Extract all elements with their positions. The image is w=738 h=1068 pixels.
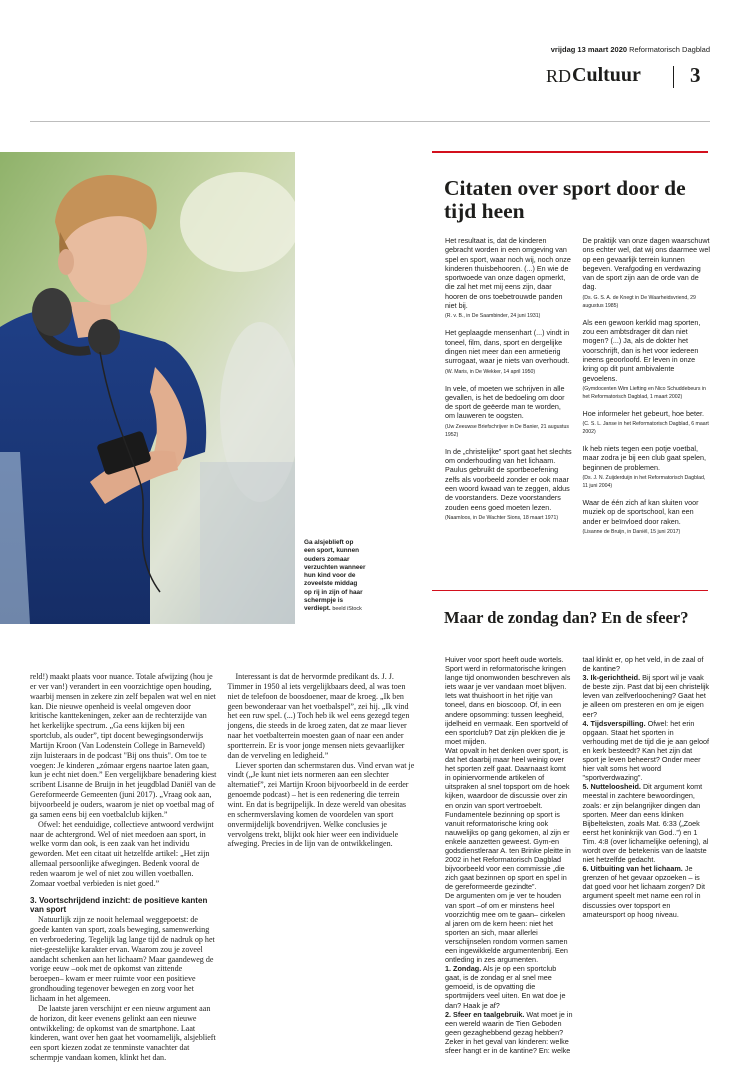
argument-text: Wat moet je in een wereld waarin de Tien Geboden geen gezaghebbend gezag hebben? Zeker in het geval van kinderen: welke sfeer hangt er in de kantine? En: welke taal klinkt er, op het veld, in de zaal of de kantine? [445,655,704,1056]
argument-item [583,782,711,864]
caption-text: Ga alsjeblieft op een sport, kunnen ouders zomaar verzuchten wanneer hun kind voor de zoveelste middag op rij in zijn of haar schermpje is verdiept. [304,539,366,613]
argument-item [583,719,711,783]
page-number: 3 [690,63,701,87]
quote-source: (W. Maris, in De Wekker, 14 april 1950) [445,368,536,375]
quote [583,444,711,490]
quote-text: In de „christelijke” sport gaat het slechts om onderhouding van het lichaam. Paulus gebruikt de sportbeoefening zelfs als voorbeeld zonder er ook maar een woord kwaad van te zeggen, aldus de voorstanders. Deze voorstanders zouden eens goed moeten lezen. [445,446,572,512]
argument-text: Je grenzen of het gevaar opzoeken – is dat goed voor het lichaam zorgen? Dit argument speelt met name een rol in discussies over topsport en amateursport op hoog niveau. [582,864,706,919]
sunday-body [445,655,710,1068]
quote-source: (Uw Zeeuwse Briefschrijver in De Banier, 21 augustus 1952) [445,423,569,438]
accent-rule [432,151,708,153]
quote-text: Ik heb niets tegen een potje voetbal, maar zodra je bij een club gaat spelen, beginnen de problemen. [582,444,706,472]
argument-item [583,864,711,919]
quote [583,498,711,536]
issue-date: vrijdag 13 maart 2020 [550,45,628,54]
quotes-body [445,236,710,566]
quote-text: Het resultaat is, dat de kinderen gebracht worden in een omgeving van spel en sport, waar noch wij, noch onze kinderen thuisbehooren. (...) En wie de sportwoede van onze dagen opmerkt, die zal het met mij eens zijn, daar hooren de ons toebetrouwde panden niet bij. [445,236,571,311]
quote [445,384,573,439]
masthead-divider [673,66,674,88]
argument-label: 1. Zondag. [445,964,482,974]
boy-with-phone-photo [0,152,295,624]
quote [583,236,711,310]
argument-label: 6. Uitbuiting van het lichaam. [582,864,683,874]
header-rule [30,121,710,122]
section-title: Cultuur [572,64,641,86]
quote-source: (Naamloos, in De Wachter Sions, 18 maart 1971) [445,514,559,521]
sunday-title: Maar de zondag dan? En de sfeer? [444,608,689,627]
quote-source: (C. S. L. Janse in het Reformatorisch Dagblad, 6 maart 2002) [582,421,709,436]
quote-text: De praktijk van onze dagen waarschuwt ons echter wel, dat wij ons daarmee wel op een gevaarlijk terrein kunnen begeven. Verafgoding en verdwazing van de sport zijn aan de orde van de dag. [582,236,710,292]
section-rule [432,590,708,591]
date-line [520,45,710,54]
argument-item [583,673,711,718]
argument-label: 4. Tijdsverspilling. [582,718,646,728]
quote-text: Als een gewoon kerklid mag sporten, zou een ambtsdrager dit dan niet mogen? (...) Ja, als de dokter het voorschrijft, dan is het voor iedereen ineens geoorloofd. Er leven in onze kring op dit punt ambivalente gevoelens. [582,317,701,383]
photo-caption [304,539,366,614]
quote-text: Waar de één zich af kan sluiten voor muziek op de sportschool, kan een ander er beïnvloed door raken. [582,498,699,526]
quote [445,447,573,522]
article-paragraph: De laatste jaren verschijnt er een nieuw argument aan de horizon, dit keer evenens gelinkt aan een nieuwe ontwikkeling: de opkomst van de smartphone. Laat kinderen, want over hen gaat het voornamelijk, alsjeblieft een sport kiezen zodat ze tenminste vanachter dat schermpje vandaan komen, klinkt het dan. [30,1003,216,1063]
article-paragraph: Ofwel: het eenduidige, collectieve antwoord verdwijnt naar de achtergrond. Wel of niet meedoen aan sport, in welke vorm dan ook, is een zaak van het individu geworden. Met een citaat uit hetzelfde artikel: „Het zijn allemaal persoonlijke afwegingen. Bedenk vooral de reden waarom je wel of niet zou willen voetballen. Zomaar voetbal verbieden is niet goed.” [30,819,214,888]
article-paragraph: Huiver voor sport heeft oude wortels. Sport werd in reformatorische kringen lange tijd onomwonden beschreven als iets waar je ver vandaan moet blijven. Iets wat thuishoort in het rijtje van toneel, dans en bioscoop. Of, in een andere opsomming: tussen leegheid, ijdelheid en vermaak. Een sportveld of een sportclub? Dat zijn plekken die je moet mijden. [445,655,571,746]
argument-item [445,964,573,1009]
argument-label: 3. Ik-gerichtheid. [582,673,641,683]
argument-label: 2. Sfeer en taalgebruik. [445,1009,525,1019]
quote-source: (Gymdocenten Wim Liefting en Nico Schuddebeurs in het Reformatorisch Dagblad, 1 maart 2002) [582,385,706,400]
quote-text: Het geplaagde mensenhart (...) vindt in toneel, film, dans, sport en dergelijke dingen niet meer dan een armetierig surrogaat, waar je niets van overhoudt. [445,328,570,366]
rd-logo: RD [546,66,572,86]
article-paragraph: reld!) maakt plaats voor nuance. Totale afwijzing (hou je er ver van!) verandert in een voorzichtige open houding, waarbij mensen in zekere zin zelf bepalen wat wel en niet kan. Die nieuwe openheid is veelal omgeven door kritische kanttekeningen, zeker aan de rechterzijde van het kerkelijke spectrum. „Ga eens kijken bij een sportclub, als ouder”, tipt docent bewegingsonderwijs Martijn Kroon (Van Lodenstein College in Barneveld) zijn luisteraars in de podcast "Bij ons thuis". Om toe te voegen: Je kinderen „zómaar ergens naartoe laten gaan, kun je echt niet doen.” Een vergelijkbare benadering kiest scribent Lisanne de Bruijn in het jeugdblad Daniël van de Gereformeerde Gemeenten (juni 2017). „Vraag ook aan, bijvoorbeeld je ouders, waarom je niet op voetbal mag of ga samen eens bij een voetbalclub kijken.” [30,672,217,819]
main-article-body [30,672,415,1068]
quote-text: Hoe informeler het gebeurt, hoe beter. [582,408,704,418]
quote [583,318,711,401]
masthead [540,62,710,92]
argument-text: Ofwel: het erin opgaan. Staat het sporten in verhouding met de tijd die je aan geloof en kerk besteedt? Kan het zijn dat sport je leven beheerst? Onder meer hier valt soms het woord "sportverdwazing". [582,718,710,783]
quote [445,236,573,320]
quote-text: In vele, of moeten we schrijven in alle gevallen, is het de bedoeling om door de sport de geëerde man te worden, om lauweren te oogsten. [445,383,565,421]
quote [445,328,573,375]
argument-text: Dit argument komt meestal in zachtere bewoordingen, zoals: er zijn belangrijker dingen dan sporten. Meer dan eens klinken Bijbelteksten, zoals Mat. 6:33 („Zoek eerst het koninkrijk van God..”) en 1 Tim. 4:8 (over lichamelijke oefening), al wordt over de betekenis van de laatste niet hetzelfde gedacht. [582,782,709,865]
article-paragraph: Liever sporten dan schermstaren dus. Vind ervan wat je vindt („Je kunt niet iets normeren aan een slechter alternatief”, zei Martijn Kroon bijvoorbeeld in de eerder genoemde podcast) – het is een redenering die terrein wint. En dat is begrijpelijk. In deze wereld van obesitas en schermverslaving komen de voordelen van sport onvermijdelijk bovendrijven. Welke conclusies je vervolgens trekt, blijkt ook hier weer een individuele afweging. Precies in de lijn van de ontwikkelingen. [227,760,415,849]
quotes-title: Citaten over sport door de tijd heen [444,176,686,223]
paper-name: Reformatorisch Dagblad [629,45,710,54]
quote-source: (Ds. G. S. A. de Knegt in De Waarheidsvriend, 29 augustus 1985) [582,294,696,309]
article-paragraph: De argumenten om je ver te houden van sport –of om er minstens heel voorzichtig mee om te gaan– cirkelen al jaren om de kern heen: niet het sporten an sich, maar allerlei verschijnselen rondom vormen samen een ingewikkelde argumentenbrij. Een ontleding in zes argumenten. [445,891,568,965]
photo-credit: beeld iStock [332,606,362,613]
subheading: 3. Voortschrijdend inzicht: de positieve kanten van sport [30,895,208,915]
quote [583,409,711,436]
argument-label: 5. Nutteloosheid. [582,782,641,792]
quote-source: (Lisanne de Bruijn, in Daniël, 15 juni 2017) [582,528,681,535]
article-paragraph: Interessant is dat de hervormde predikant ds. J. J. Timmer in 1950 al iets vergelijkbaars deed, al was toen niet de telefoon de boosdoener, maar de kroeg. „Ik ben geen bewonderaar van het voetbalspel”, zei hij. „Ik vind het een ruw spel. (...) Toch heb ik wel eens gezegd tegen jongens, die steeds in de kroeg zaten, dat ze maar liever naar het voetbalterrein moesten gaan of naar een ander sportterrein. Er is voor jonge mensen niets gevaarlijker dan de verveling en ledigheid.” [227,672,410,760]
argument-text: Als je op een sportclub gaat, is de zondag er al snel mee gemoeid, is de opvatting die sportmijders veel uiten. En wat doe je dan? Haak je af? [445,964,566,1010]
article-paragraph: Natuurlijk zijn ze nooit helemaal weggepoetst: de goede kanten van sport, zoals beweging, samenwerking en verbroedering. Tegelijk lag lange tijd de nadruk op het niet-geestelijke karakter ervan. Waarom zou je zoveel aandacht schenken aan het lichaam? Maar gaandeweg de vorige eeuw –ook met de opkomst van zittende beroepen– kwam er meer ruimte voor een positieve grondhouding tegenover bewegen en zorg voor het lichaam in het algemeen. [30,915,215,1003]
quote-source: (R. v. B., in De Saambinder, 24 juni 1931) [445,313,541,320]
argument-text: Bij sport wil je vaak de beste zijn. Past dat bij een christelijk leven van zelfverloochening? Gaat het je alleen om presteren en om je eigen eer? [582,673,710,719]
article-paragraph: Wat opvalt in het denken over sport, is dat het daarbij maar heel weinig over het sporten zelf gaat. Daarnaast komt in opiniervormende artikelen of uitspraken al snel topsport om de hoek kijken, waardoor de discussie over zin en onzin van sport vertroebelt. Fundamentele bezinning op sport is vanuit reformatorische kring ook nauwelijks op gang gekomen, al zijn er enkele aanzetten geweest. Gym-en godsdienstleraar A. ten Brinke pleitte in 2002 in het Reformatorisch Dagblad bijvoorbeeld voor een commissie „die zich gaat bezinnen op sport en spel in de gereformeerde gezindte”. [445,745,571,892]
quote-source: (Ds. J. N. Zuijderduijn in het Reformatorisch Dagblad, 11 juni 2004) [582,475,706,490]
